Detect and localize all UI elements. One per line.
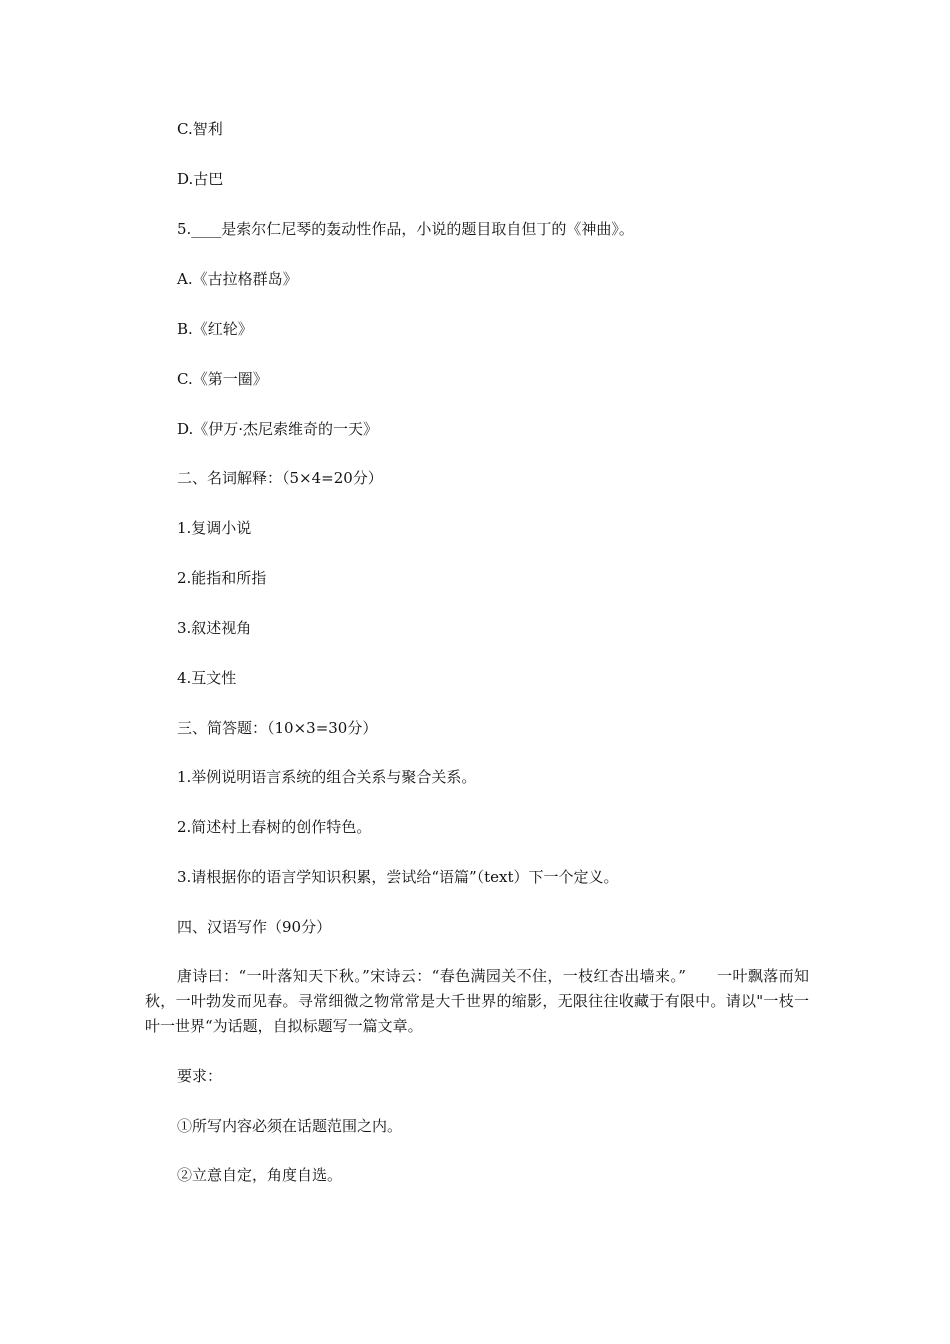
term-4: 4.互文性 xyxy=(177,669,237,687)
section-2-heading: 二、名词解释：（5×4=20分） xyxy=(177,469,383,487)
term-1: 1.复调小说 xyxy=(177,519,252,537)
short-answer-2: 2.简述村上春树的创作特色。 xyxy=(177,818,372,836)
question-5: 5.____是索尔仁尼琴的轰动性作品，小说的题目取自但丁的《神曲》。 xyxy=(177,220,634,238)
requirements-heading: 要求： xyxy=(177,1067,223,1085)
option-c-first-circle: C.《第一圈》 xyxy=(177,370,268,388)
term-3: 3.叙述视角 xyxy=(177,619,252,637)
requirement-2: ②立意自定，角度自选。 xyxy=(177,1166,343,1184)
writing-prompt: 唐诗曰：“一叶落知天下秋。”宋诗云：“春色满园关不住，一枝红杏出墙来。” 一叶飘落而知秋，一叶勃发而见春。寻常细微之物常常是大千世界的缩影，无限往往收藏于有限中。请以"一枝一叶一世界“为话题，自拟标题写一篇文章。 xyxy=(145,967,809,1035)
option-d-cuba: D.古巴 xyxy=(177,170,224,188)
option-a-gulag: A.《古拉格群岛》 xyxy=(177,270,298,288)
section-4-heading: 四、汉语写作（90分） xyxy=(177,918,332,936)
term-2: 2.能指和所指 xyxy=(177,569,267,587)
short-answer-1: 1.举例说明语言系统的组合关系与聚合关系。 xyxy=(177,768,477,786)
option-d-ivan-denisovich: D.《伊万·杰尼索维奇的一天》 xyxy=(177,420,379,438)
requirement-1: ①所写内容必须在话题范围之内。 xyxy=(177,1117,403,1135)
option-c-chile: C.智利 xyxy=(177,120,223,138)
option-b-red-wheel: B.《红轮》 xyxy=(177,320,253,338)
section-3-heading: 三、简答题：（10×3=30分） xyxy=(177,719,378,737)
short-answer-3: 3.请根据你的语言学知识积累，尝试给“语篇”（text）下一个定义。 xyxy=(177,868,619,886)
